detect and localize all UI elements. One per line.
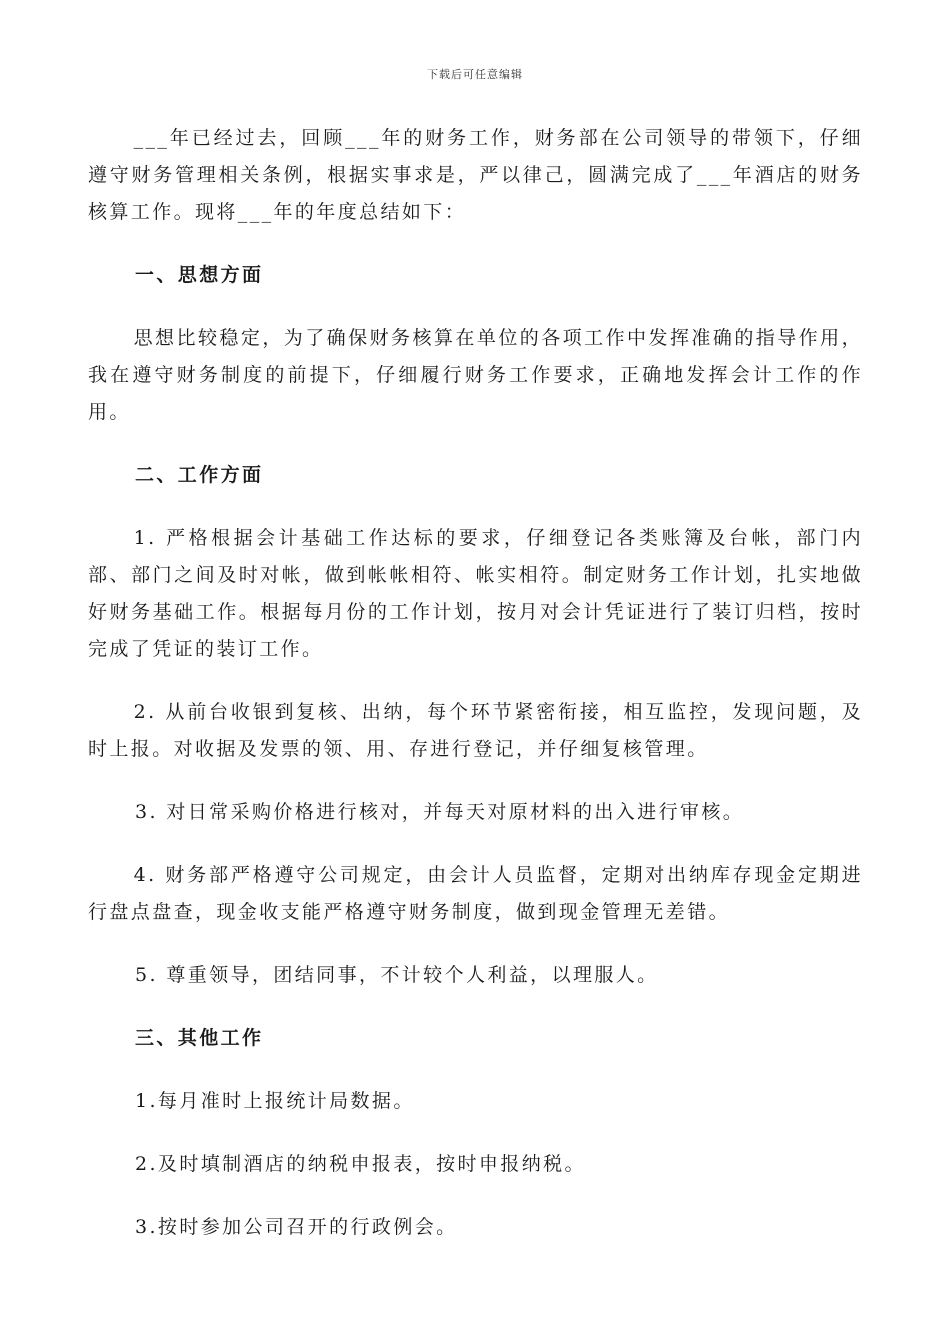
list-item: 5. 尊重领导，团结同事，不计较个人利益，以理服人。	[135, 964, 659, 986]
list-item: 4. 财务部严格遵守公司规定，由会计人员监督，定期对出纳库存现金定期进行盘点盘查，现金收支能严格遵守财务制度，做到现金管理无差错。	[88, 864, 863, 923]
header-note: 下载后可任意编辑	[427, 68, 523, 81]
list-item: 2.及时填制酒店的纳税申报表，按时申报纳税。	[135, 1153, 586, 1175]
section-heading-thought: 一、思想方面	[135, 264, 264, 286]
list-item: 3. 对日常采购价格进行核对，并每天对原材料的出入进行审核。	[135, 801, 745, 823]
section-heading-work: 二、工作方面	[135, 464, 264, 486]
list-item: 2. 从前台收银到复核、出纳，每个环节紧密衔接，相互监控，发现问题，及时上报。对收据及发票的领、用、存进行登记，并仔细复核管理。	[88, 701, 863, 760]
list-item: 3.按时参加公司召开的行政例会。	[135, 1216, 458, 1238]
document-body	[88, 120, 863, 1246]
section-heading-other: 三、其他工作	[135, 1027, 264, 1049]
intro-paragraph: ___年已经过去，回顾___年的财务工作，财务部在公司领导的带领下，仔细遵守财务管理相关条例，根据实事求是，严以律己，圆满完成了___年酒店的财务核算工作。现将___年的年度总结如下：	[88, 127, 863, 223]
list-item: 1.每月准时上报统计局数据。	[135, 1090, 415, 1112]
paragraph: 思想比较稳定，为了确保财务核算在单位的各项工作中发挥准确的指导作用，我在遵守财务制度的前提下，仔细履行财务工作要求，正确地发挥会计工作的作用。	[88, 327, 863, 423]
list-item: 1. 严格根据会计基础工作达标的要求，仔细登记各类账簿及台帐，部门内部、部门之间及时对帐，做到帐帐相符、帐实相符。制定财务工作计划，扎实地做好财务基础工作。根据每月份的工作计划，按月对会计凭证进行了装订归档，按时完成了凭证的装订工作。	[88, 527, 863, 660]
